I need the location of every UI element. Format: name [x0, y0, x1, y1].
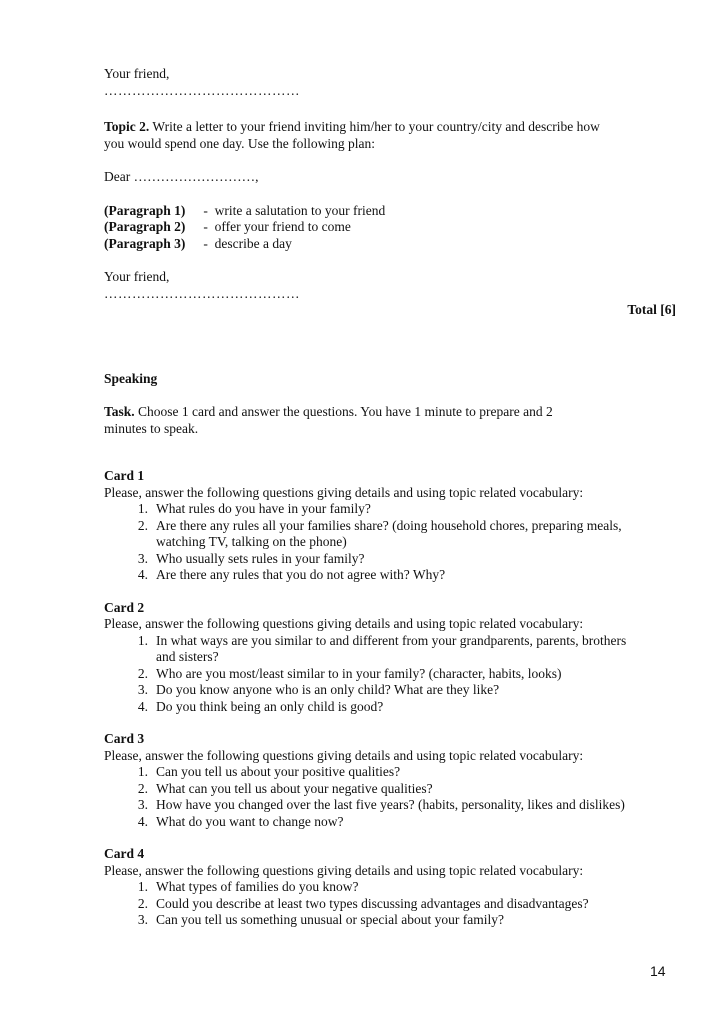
topic-2-label: Topic 2.: [104, 119, 150, 134]
list-item: 1. What types of families do you know?: [137, 879, 359, 894]
plan-item: [104, 236, 676, 253]
card-intro: Please, answer the following questions giving details and using topic related vocabulary:: [104, 747, 584, 763]
task-line-2: minutes to speak.: [104, 420, 199, 436]
card-2: [104, 600, 676, 716]
card-1: [104, 468, 676, 584]
plan-item: [104, 203, 676, 220]
plan-item-label: (Paragraph 1): [104, 202, 186, 218]
list-item: 2. Could you describe at least two types discussing advantages and disadvantages?: [137, 895, 589, 911]
plan-item: [104, 219, 676, 236]
plan-item-label: (Paragraph 2): [104, 219, 186, 234]
card-title: Card 2: [104, 599, 145, 615]
salutation-line: Dear ………………………,: [104, 169, 259, 184]
total-score: Total [6]: [627, 302, 676, 317]
plan-item-desc: - offer your friend to come: [200, 219, 351, 234]
closing-text: Your friend,: [104, 66, 170, 81]
list-item: 3. Can you tell us something unusual or special about your family?: [137, 912, 504, 927]
list-item: 2. What can you tell us about your negative qualities?: [137, 780, 433, 796]
list-item: 3. Who usually sets rules in your family?: [137, 550, 365, 566]
topic-2-prompt: [104, 119, 676, 152]
plan-item-label: (Paragraph 3): [104, 235, 186, 251]
task-label: Task.: [104, 404, 135, 419]
closing-text: Your friend,: [104, 269, 170, 284]
card-4: [104, 846, 676, 929]
list-item: 2. Are there any rules all your families share? (doing household chores, preparing meals, watching TV, talking on the phone): [137, 517, 622, 549]
list-item: 3. Do you know anyone who is an only child? What are they like?: [137, 682, 500, 697]
list-item: 3. How have you changed over the last five years? (habits, personality, likes and dislikes): [137, 797, 625, 812]
document-page: [104, 66, 676, 929]
signature-line: ……………………………………: [104, 285, 300, 301]
question-list: [104, 633, 676, 716]
card-title: Card 3: [104, 731, 145, 746]
task-line-1: Choose 1 card and answer the questions. You have 1 minute to prepare and 2: [138, 404, 553, 419]
signature-line: ……………………………………: [104, 82, 300, 98]
list-item: 4. What do you want to change now?: [137, 813, 344, 829]
list-item: 4. Are there any rules that you do not agree with? Why?: [137, 567, 446, 582]
card-title: Card 1: [104, 468, 145, 483]
paragraph-plan: [104, 203, 676, 253]
card-intro: Please, answer the following questions giving details and using topic related vocabulary:: [104, 484, 584, 500]
question-list: [104, 764, 676, 830]
list-item: 1. What rules do you have in your family?: [137, 501, 371, 516]
speaking-task: [104, 404, 676, 437]
card-intro: Please, answer the following questions giving details and using topic related vocabulary:: [104, 616, 584, 631]
topic-2-line-1: Write a letter to your friend inviting him/her to your country/city and describe how: [152, 119, 600, 134]
plan-item-desc: - describe a day: [200, 235, 292, 251]
card-3: [104, 731, 676, 830]
card-intro: Please, answer the following questions giving details and using topic related vocabulary:: [104, 862, 584, 878]
question-list: [104, 879, 676, 929]
section-heading: Speaking: [104, 370, 158, 386]
list-item: 4. Do you think being an only child is good?: [137, 698, 384, 714]
card-title: Card 4: [104, 846, 145, 861]
list-item: 1. In what ways are you similar to and different from your grandparents, parents, brothers and sisters?: [137, 632, 627, 664]
page-number: 14: [650, 963, 666, 979]
list-item: 2. Who are you most/least similar to in your family? (character, habits, looks): [137, 665, 562, 681]
list-item: 1. Can you tell us about your positive qualities?: [137, 764, 401, 779]
question-list: [104, 501, 676, 584]
plan-item-desc: - write a salutation to your friend: [200, 202, 386, 218]
topic-2-line-2: you would spend one day. Use the following plan:: [104, 135, 375, 151]
